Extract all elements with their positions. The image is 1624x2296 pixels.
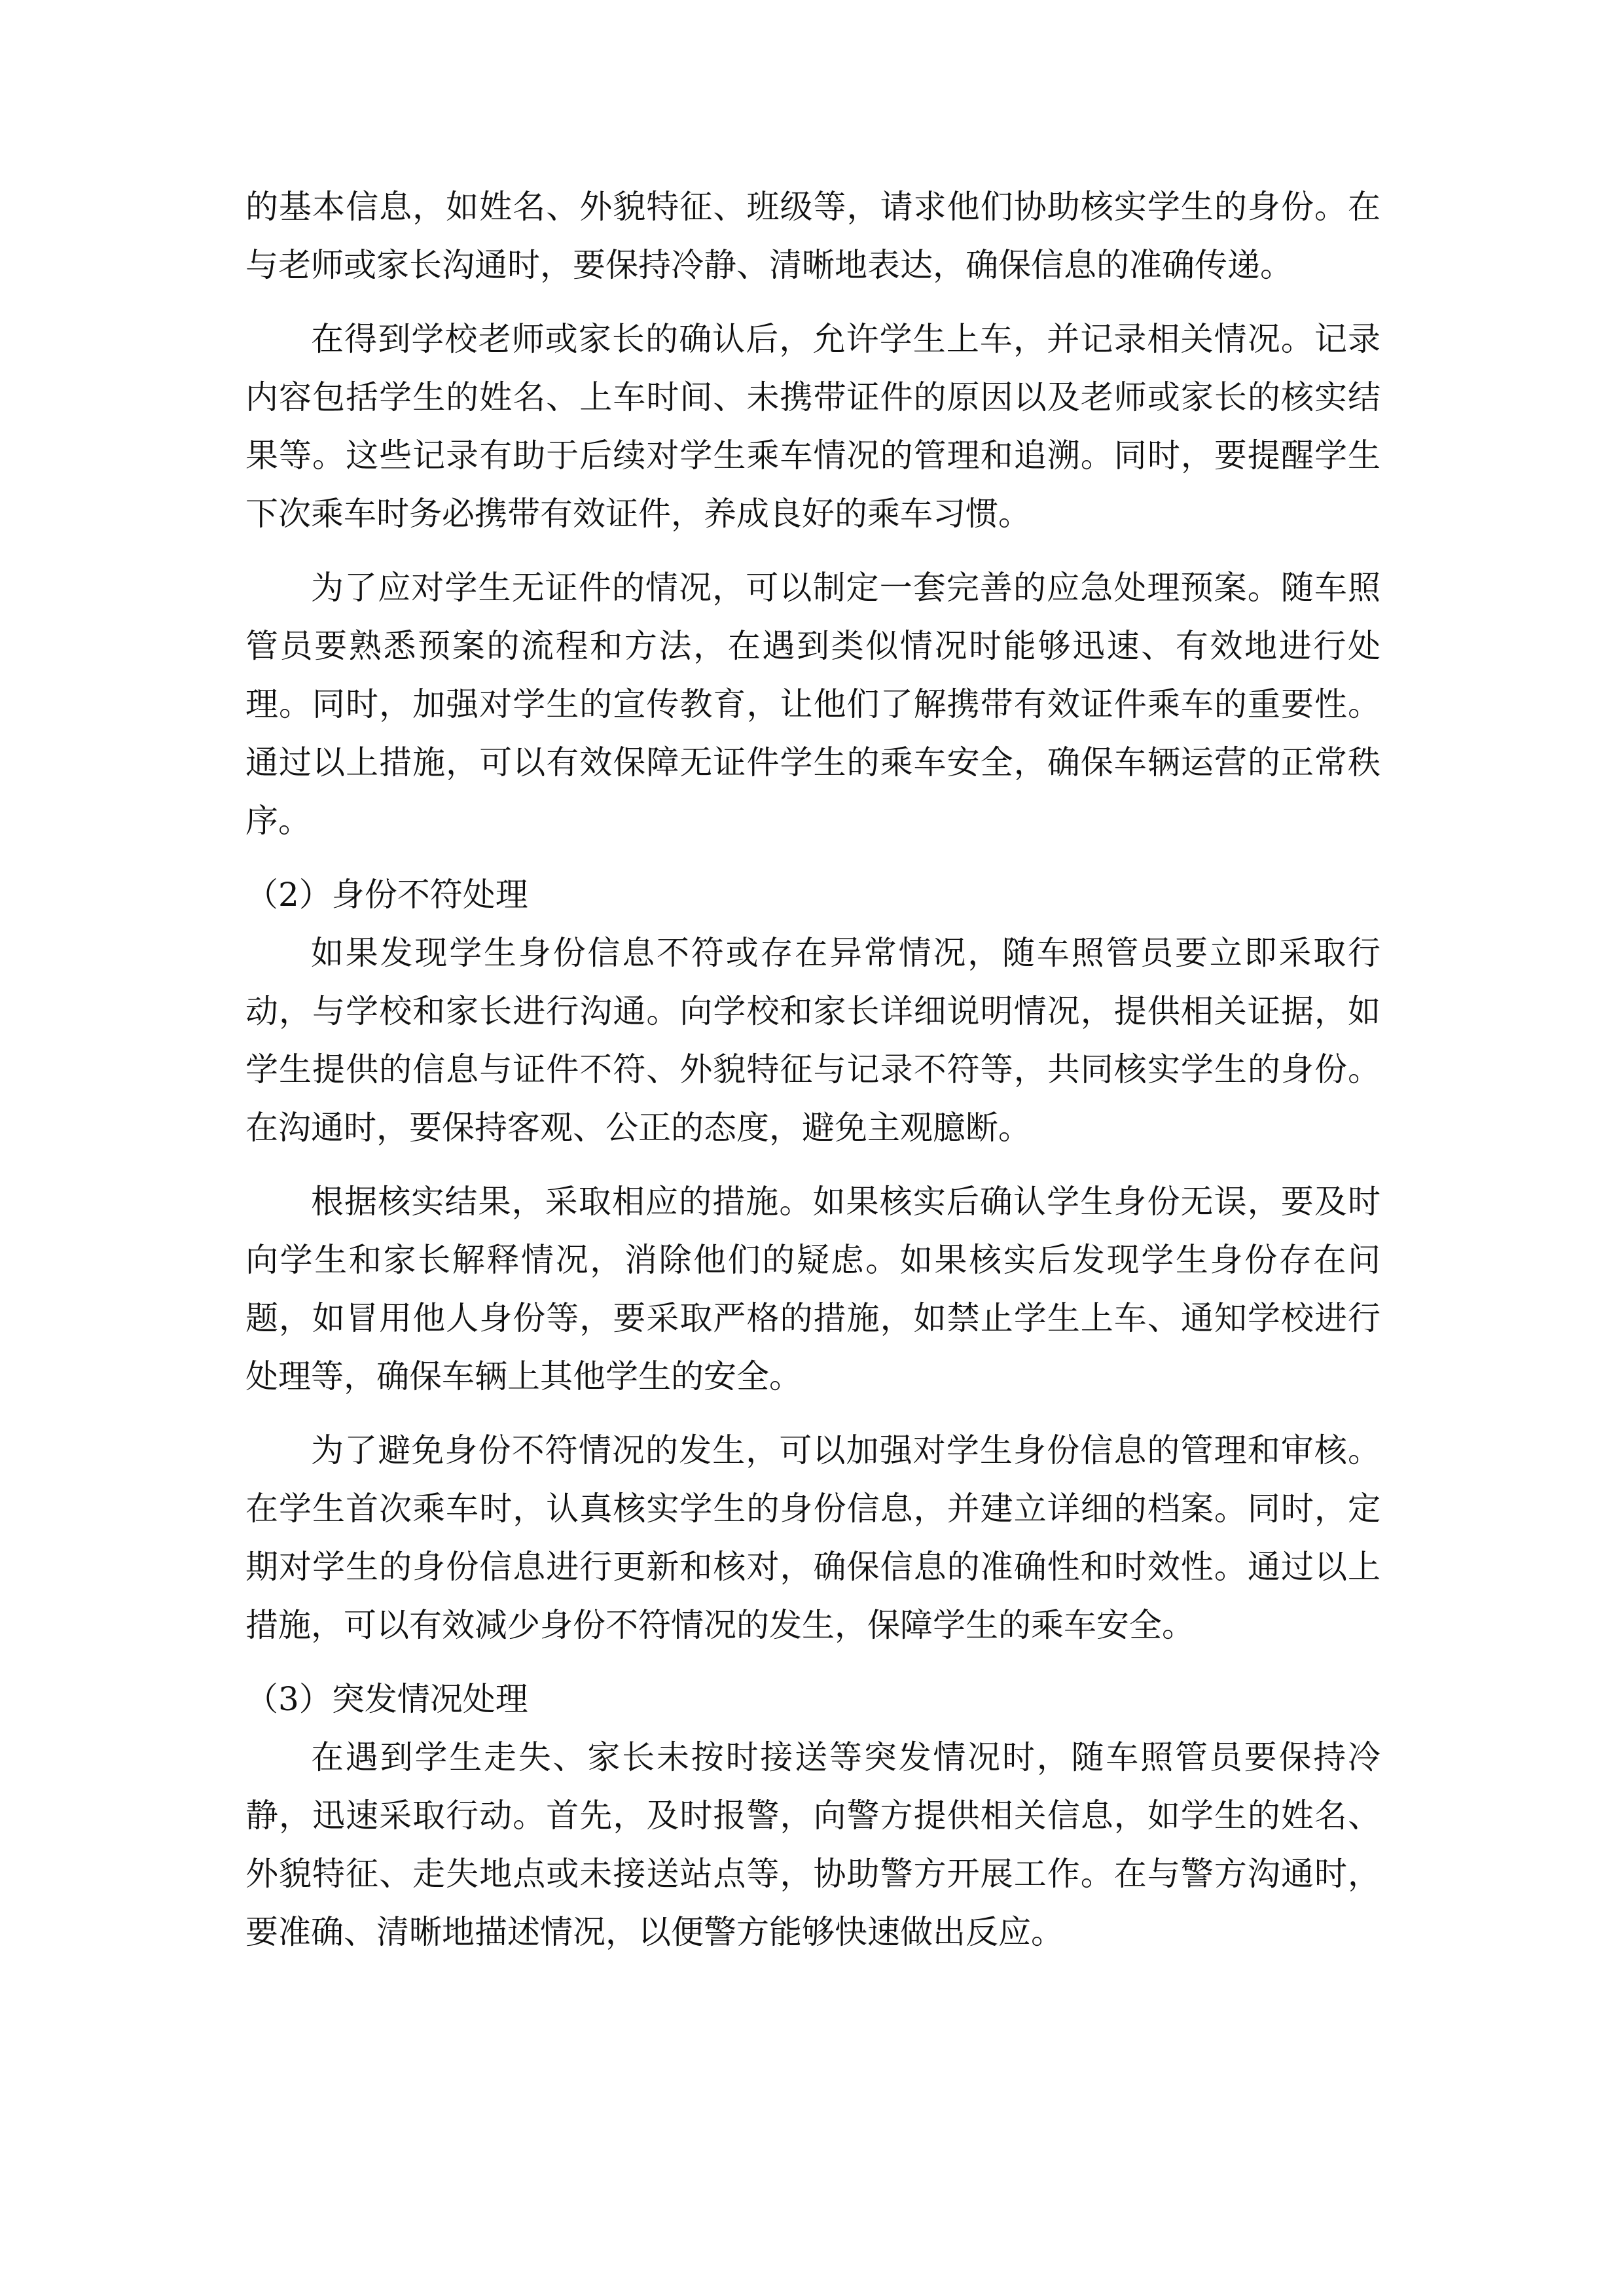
section-heading-identity-mismatch: （2）身份不符处理	[245, 876, 528, 914]
paragraph-prevention: 为了避免身份不符情况的发生，可以加强对学生身份信息的管理和审核。在学生首次乘车时，认真核实学生的身份信息，并建立详细的档案。同时，定期对学生的身份信息进行更新和核对，确保信息的准确性和时效性。通过以上措施，可以有效减少身份不符情况的发生，保障学生的乘车安全。	[245, 1431, 1380, 1644]
paragraph-emergency-handling: 在遇到学生走失、家长未按时接送等突发情况时，随车照管员要保持冷静，迅速采取行动。首先，及时报警，向警方提供相关信息，如学生的姓名、外貌特征、走失地点或未接送站点等，协助警方开展工作。在与警方沟通时，要准确、清晰地描述情况，以便警方能够快速做出反应。	[245, 1738, 1380, 1951]
paragraph-identity-mismatch: 如果发现学生身份信息不符或存在异常情况，随车照管员要立即采取行动，与学校和家长进行沟通。向学校和家长详细说明情况，提供相关证据，如学生提供的信息与证件不符、外貌特征与记录不符等，共同核实学生的身份。在沟通时，要保持客观、公正的态度，避免主观臆断。	[245, 934, 1380, 1147]
paragraph-verification-result: 根据核实结果，采取相应的措施。如果核实后确认学生身份无误，要及时向学生和家长解释情况，消除他们的疑虑。如果核实后发现学生身份存在问题，如冒用他人身份等，要采取严格的措施，如禁止学生上车、通知学校进行处理等，确保车辆上其他学生的安全。	[245, 1183, 1380, 1395]
section-heading-emergency: （3）突发情况处理	[245, 1680, 528, 1718]
paragraph-record-confirmation: 在得到学校老师或家长的确认后，允许学生上车，并记录相关情况。记录内容包括学生的姓名、上车时间、未携带证件的原因以及老师或家长的核实结果等。这些记录有助于后续对学生乘车情况的管理和追溯。同时，要提醒学生下次乘车时务必携带有效证件，养成良好的乘车习惯。	[245, 320, 1380, 533]
document-body	[245, 178, 1380, 1977]
paragraph-continued: 的基本信息，如姓名、外貌特征、班级等，请求他们协助核实学生的身份。在与老师或家长沟通时，要保持冷静、清晰地表达，确保信息的准确传递。	[245, 188, 1380, 284]
paragraph-emergency-plan: 为了应对学生无证件的情况，可以制定一套完善的应急处理预案。随车照管员要熟悉预案的流程和方法，在遇到类似情况时能够迅速、有效地进行处理。同时，加强对学生的宣传教育，让他们了解携带有效证件乘车的重要性。通过以上措施，可以有效保障无证件学生的乘车安全，确保车辆运营的正常秩序。	[245, 569, 1380, 840]
